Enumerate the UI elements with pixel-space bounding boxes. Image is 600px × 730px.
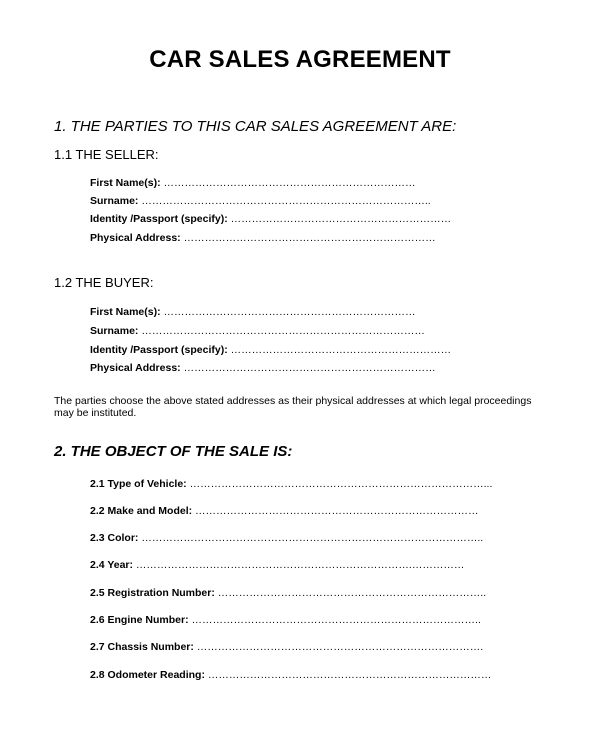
field-label: 2.3 Color: (90, 532, 139, 544)
fill-line: ……………………………………………………………………… (192, 505, 479, 517)
make-model-field[interactable] (90, 505, 479, 517)
fill-line: ………………………………………………………………………. (193, 641, 484, 653)
field-label: Physical Address: (90, 232, 181, 244)
field-label: Identity /Passport (specify): (90, 213, 228, 225)
chassis-number-field[interactable] (90, 641, 483, 653)
year-field[interactable] (90, 559, 464, 571)
field-label: First Name(s): (90, 177, 161, 189)
fill-line: ……………………………………………………………… (160, 306, 416, 318)
fill-line: ………………………………………………………………….. (214, 587, 487, 599)
vehicle-type-field[interactable] (90, 478, 492, 490)
registration-number-field[interactable] (90, 587, 486, 599)
field-label: 2.6 Engine Number: (90, 614, 189, 626)
color-field[interactable] (90, 532, 483, 544)
fill-line: …………………………………………………………………………………….. (138, 532, 484, 544)
section-2-heading: 2. THE OBJECT OF THE SALE IS: (54, 443, 293, 460)
fill-line: ……………………………………………………………… (160, 177, 416, 189)
fill-line: ……………………………………………………………… (180, 232, 436, 244)
field-label: 2.2 Make and Model: (90, 505, 193, 517)
fill-line: ……………………………………………………… (227, 213, 452, 225)
seller-heading: 1.1 THE SELLER: (54, 147, 159, 162)
fill-line: ……………………………………………………… (227, 344, 452, 356)
seller-identity-field[interactable] (90, 213, 451, 225)
odometer-reading-field[interactable] (90, 669, 491, 681)
field-label: 2.1 Type of Vehicle: (90, 478, 187, 490)
seller-address-field[interactable] (90, 232, 436, 244)
fill-line: ……………………………………………………………………….. (188, 614, 481, 626)
fill-line: …………………………………………………………………………... (186, 478, 493, 490)
fill-line: ……………………………………………………………………… (138, 325, 425, 337)
seller-surname-field[interactable] (90, 195, 431, 207)
buyer-heading: 1.2 THE BUYER: (54, 275, 154, 290)
field-label: 2.8 Odometer Reading: (90, 669, 205, 681)
fill-line: …………………………………………………………………….…………… (133, 559, 465, 571)
fill-line: ……………………………………………………………………… (204, 669, 492, 681)
buyer-surname-field[interactable] (90, 325, 425, 337)
engine-number-field[interactable] (90, 614, 481, 626)
field-label: Physical Address: (90, 362, 181, 374)
section-1-heading: 1. THE PARTIES TO THIS CAR SALES AGREEMENT ARE: (54, 118, 457, 135)
field-label: 2.7 Chassis Number: (90, 641, 194, 653)
field-label: Surname: (90, 325, 139, 337)
legal-note: The parties choose the above stated addresses as their physical addresses at which legal proceedings may be instituted. (54, 395, 532, 419)
field-label: Identity /Passport (specify): (90, 344, 228, 356)
document-title: CAR SALES AGREEMENT (149, 46, 451, 73)
buyer-address-field[interactable] (90, 362, 436, 374)
fill-line: ……………………………………………………………………….. (138, 195, 431, 207)
field-label: 2.4 Year: (90, 559, 134, 571)
seller-first-name-field[interactable] (90, 177, 416, 189)
field-label: Surname: (90, 195, 139, 207)
field-label: First Name(s): (90, 306, 161, 318)
buyer-identity-field[interactable] (90, 344, 451, 356)
field-label: 2.5 Registration Number: (90, 587, 215, 599)
buyer-first-name-field[interactable] (90, 306, 416, 318)
fill-line: ……………………………………………………………… (180, 362, 436, 374)
